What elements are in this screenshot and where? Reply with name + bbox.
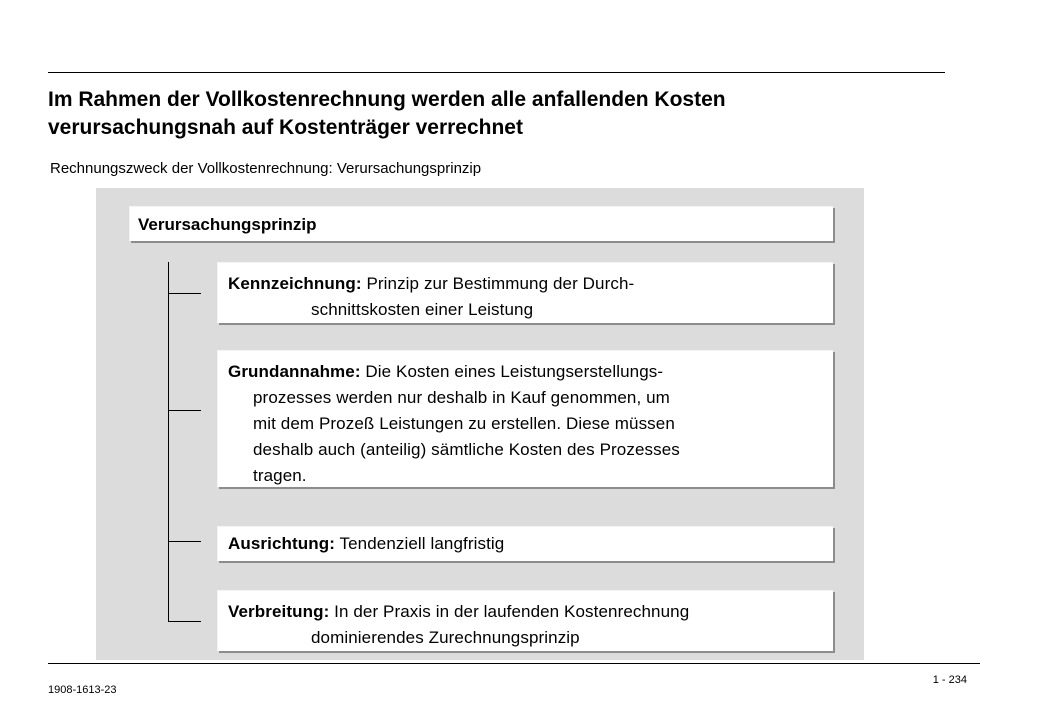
- page-subtitle: Rechnungszweck der Vollkostenrechnung: Verursachungsprinzip: [50, 160, 482, 177]
- item-label: Grundannahme:: [228, 362, 361, 381]
- item-text-line: dominierendes Zurechnungsprinzip: [311, 628, 580, 647]
- item-text-line: Die Kosten eines Leistungserstellungs-: [365, 362, 664, 381]
- item-label: Ausrichtung:: [228, 534, 335, 553]
- item-box-ausrichtung: [217, 526, 833, 561]
- document-id: 1908-1613-23: [48, 684, 117, 696]
- title-line-1: Im Rahmen der Vollkostenrechnung werden alle anfallenden Kosten: [48, 88, 726, 111]
- item-text-line: prozesses werden nur deshalb in Kauf genommen, um: [253, 388, 670, 407]
- title-line-2: verursachungsnah auf Kostenträger verrechnet: [48, 116, 523, 139]
- page-title: [48, 86, 948, 142]
- diagram-header-box: [129, 206, 833, 241]
- item-label: Verbreitung:: [228, 602, 330, 621]
- page-number: 1 - 234: [932, 674, 967, 686]
- connector-vertical-line: [168, 262, 169, 622]
- item-text-line: In der Praxis in der laufenden Kostenrechnung: [334, 602, 690, 621]
- item-label: Kennzeichnung:: [228, 274, 362, 293]
- connector-branch-4: [168, 621, 201, 622]
- bottom-divider: [48, 663, 980, 664]
- connector-branch-2: [168, 410, 201, 411]
- item-box-grundannahme: [217, 350, 833, 487]
- item-text-line: schnittskosten einer Leistung: [311, 300, 534, 319]
- top-divider: [48, 72, 945, 73]
- item-text-line: tragen.: [253, 466, 307, 485]
- item-text-line: deshalb auch (anteilig) sämtliche Kosten des Prozesses: [253, 440, 680, 459]
- item-text-line: Tendenziell langfristig: [339, 534, 505, 553]
- connector-branch-3: [168, 541, 201, 542]
- connector-branch-1: [168, 293, 201, 294]
- item-text-line: mit dem Prozeß Leistungen zu erstellen. Diese müssen: [253, 414, 675, 433]
- item-box-kennzeichnung: [217, 262, 833, 323]
- item-box-verbreitung: [217, 590, 833, 651]
- diagram-header-label: Verursachungsprinzip: [138, 215, 317, 234]
- item-text-line: Prinzip zur Bestimmung der Durch-: [366, 274, 635, 293]
